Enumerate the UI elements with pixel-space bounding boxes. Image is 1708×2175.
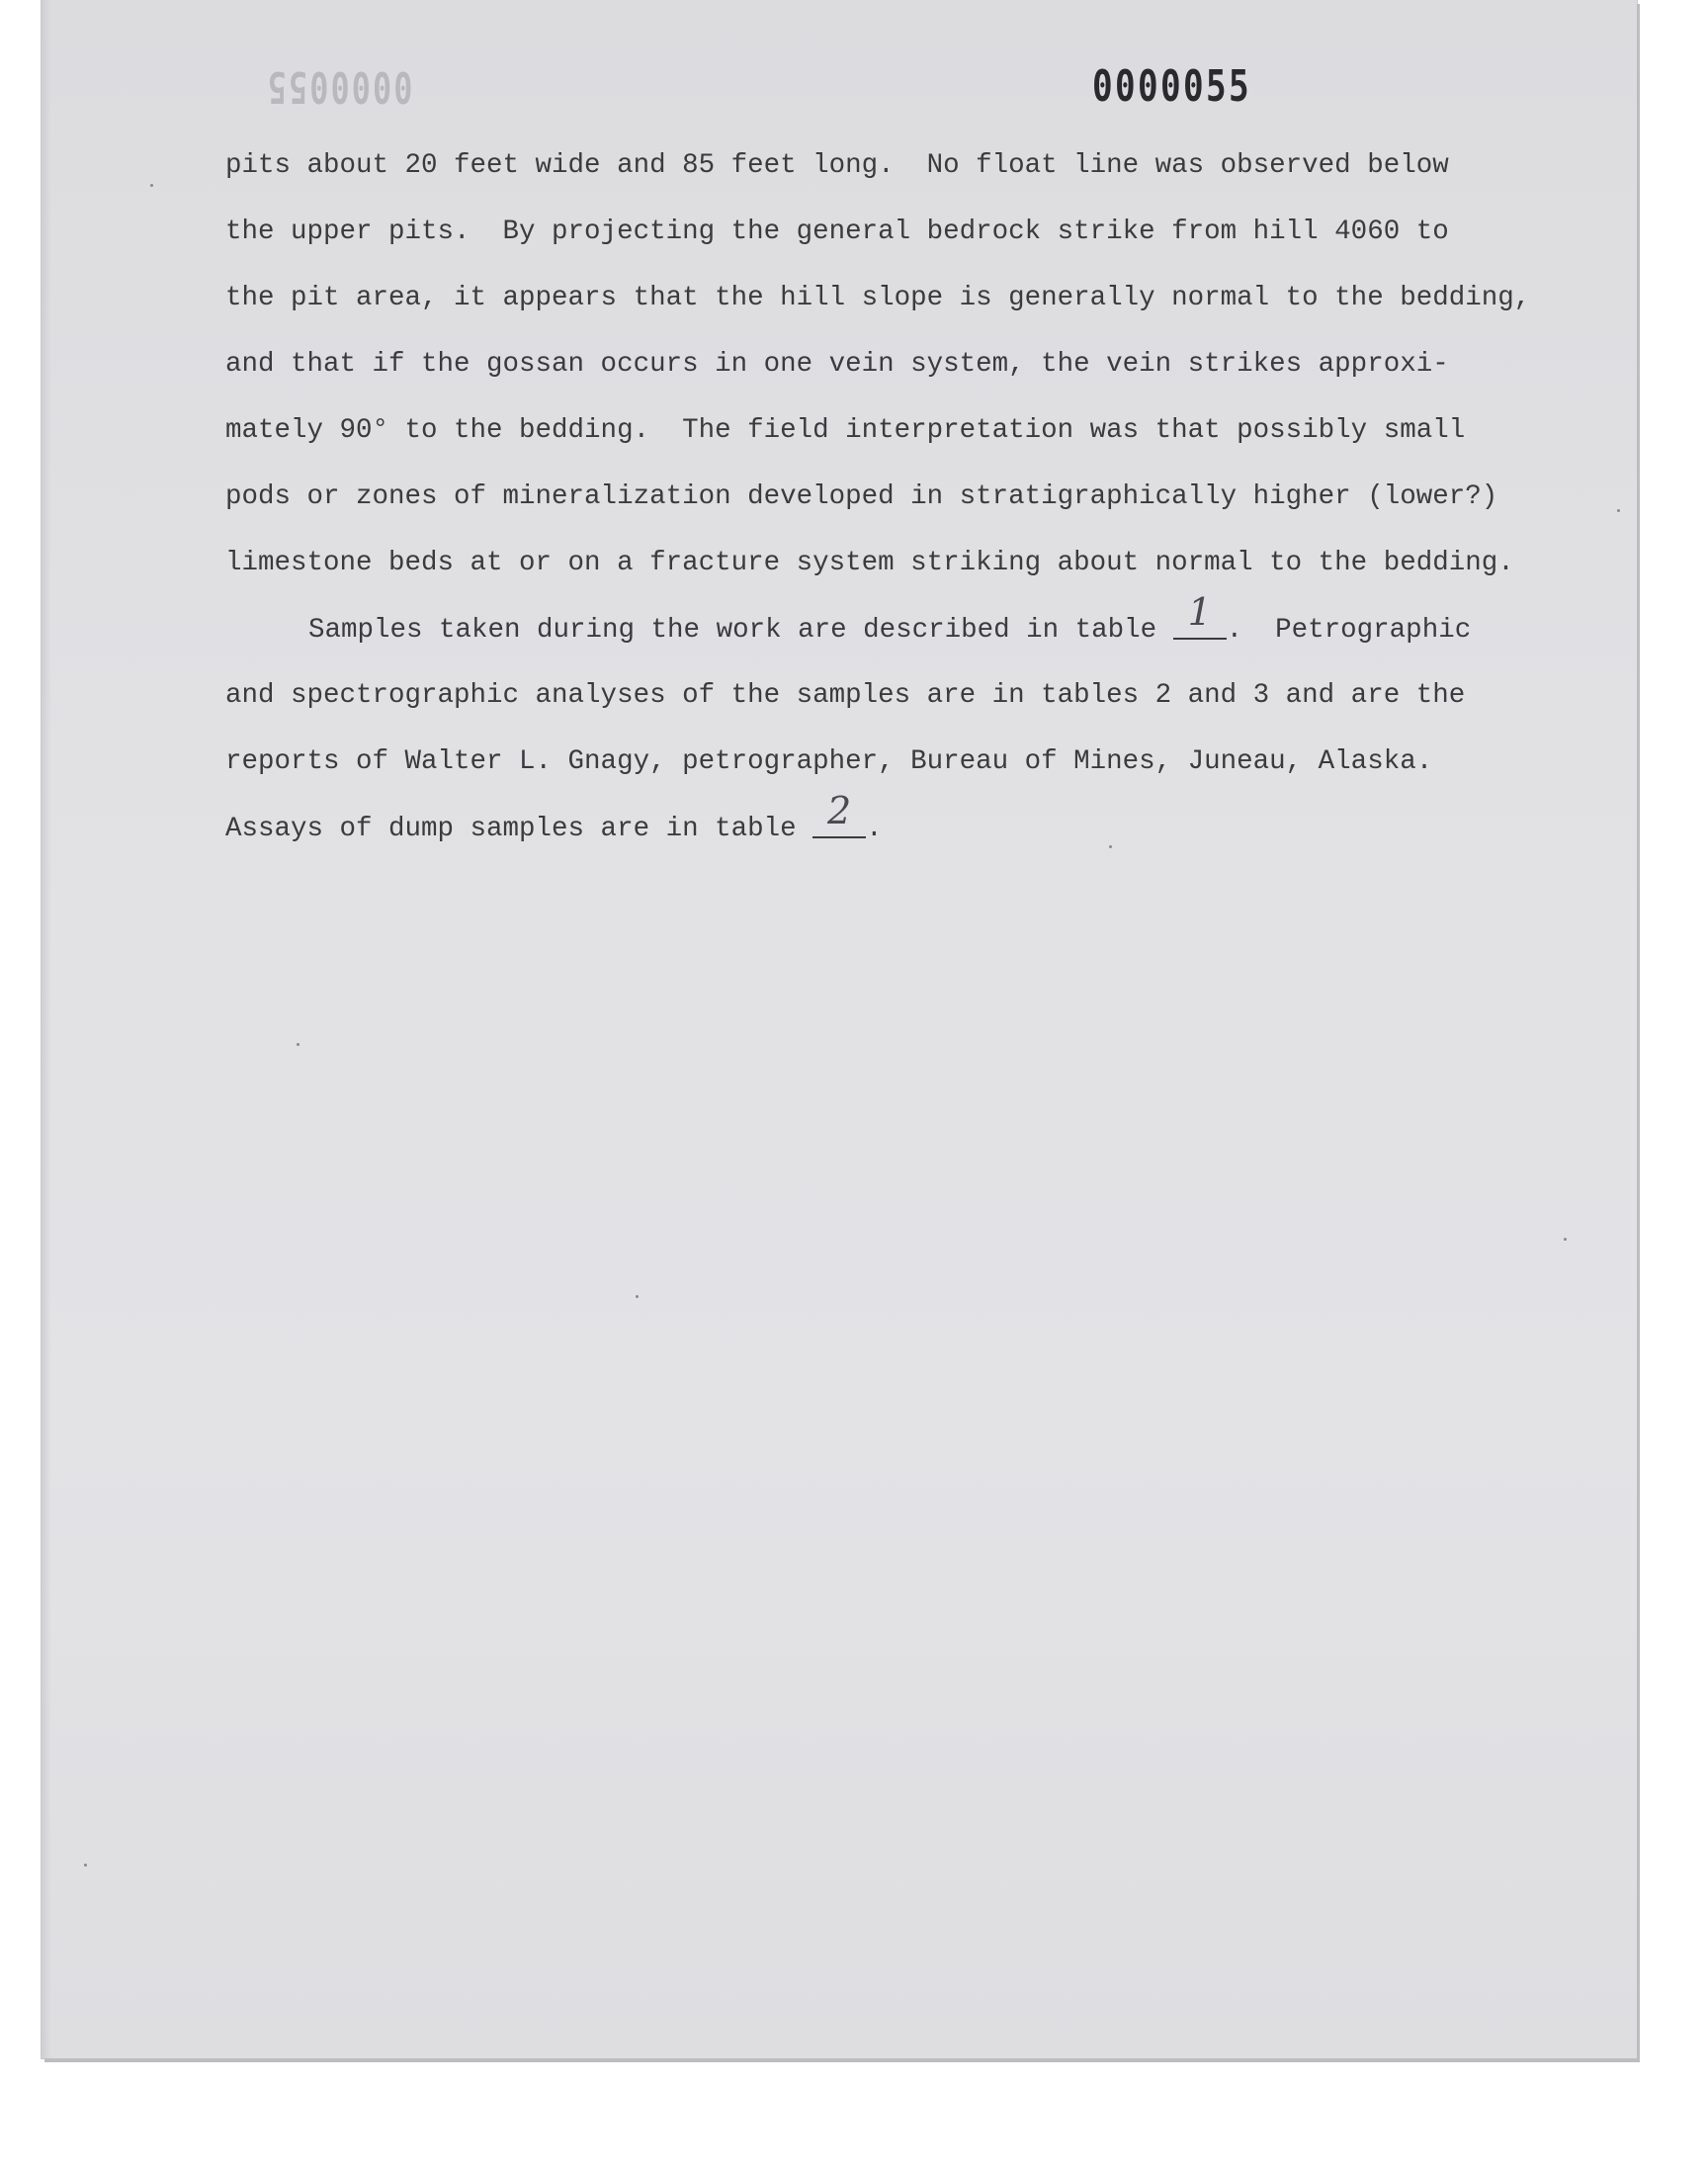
ghost-stamp-number: 0000055 (265, 61, 413, 112)
body-line: limestone beds at or on a fracture system striking about normal to the bedding. (225, 548, 1514, 578)
paper-speck (297, 1043, 299, 1046)
paragraph-2-text: Assays of dump samples are in table (225, 814, 813, 844)
body-line: the upper pits. By projecting the general bedrock strike from hill 4060 to (225, 217, 1449, 247)
stamp-number: 0000055 (1092, 61, 1252, 112)
paper-speck (150, 184, 153, 187)
handwritten-table-number: 2 (827, 789, 852, 832)
paper-speck (1617, 509, 1620, 512)
paragraph-2-text: . (866, 814, 883, 844)
paragraph-2-line-2: and spectrographic analyses of the samples are in tables 2 and 3 and are the (225, 680, 1466, 711)
paragraph-2-line-3: reports of Walter L. Gnagy, petrographer, Bureau of Mines, Juneau, Alaska. (225, 746, 1433, 777)
paper-edge-shadow (42, 0, 51, 2058)
paragraph-2-text: Samples taken during the work are described in table (308, 615, 1173, 646)
body-line: the pit area, it appears that the hill slope is generally normal to the bedding, (225, 283, 1531, 313)
body-line: pits about 20 feet wide and 85 feet long. No float line was observed below (225, 150, 1449, 181)
body-line: mately 90° to the bedding. The field interpretation was that possibly small (225, 415, 1466, 446)
table-number-blank (1173, 590, 1227, 640)
body-line: pods or zones of mineralization developed in stratigraphically higher (lower?) (225, 481, 1498, 512)
table-number-blank (812, 789, 866, 838)
paragraph-2-line-1 (308, 590, 1472, 648)
handwritten-table-number: 1 (1187, 590, 1212, 634)
paragraph-2-text: . Petrographic (1226, 615, 1472, 646)
paragraph-2-line-4 (225, 789, 883, 846)
paper-speck (1109, 845, 1112, 848)
paper-speck (636, 1295, 639, 1298)
body-line: and that if the gossan occurs in one vein system, the vein strikes approxi- (225, 349, 1449, 380)
paper-speck (84, 1864, 87, 1867)
paper-speck (1564, 1238, 1567, 1241)
